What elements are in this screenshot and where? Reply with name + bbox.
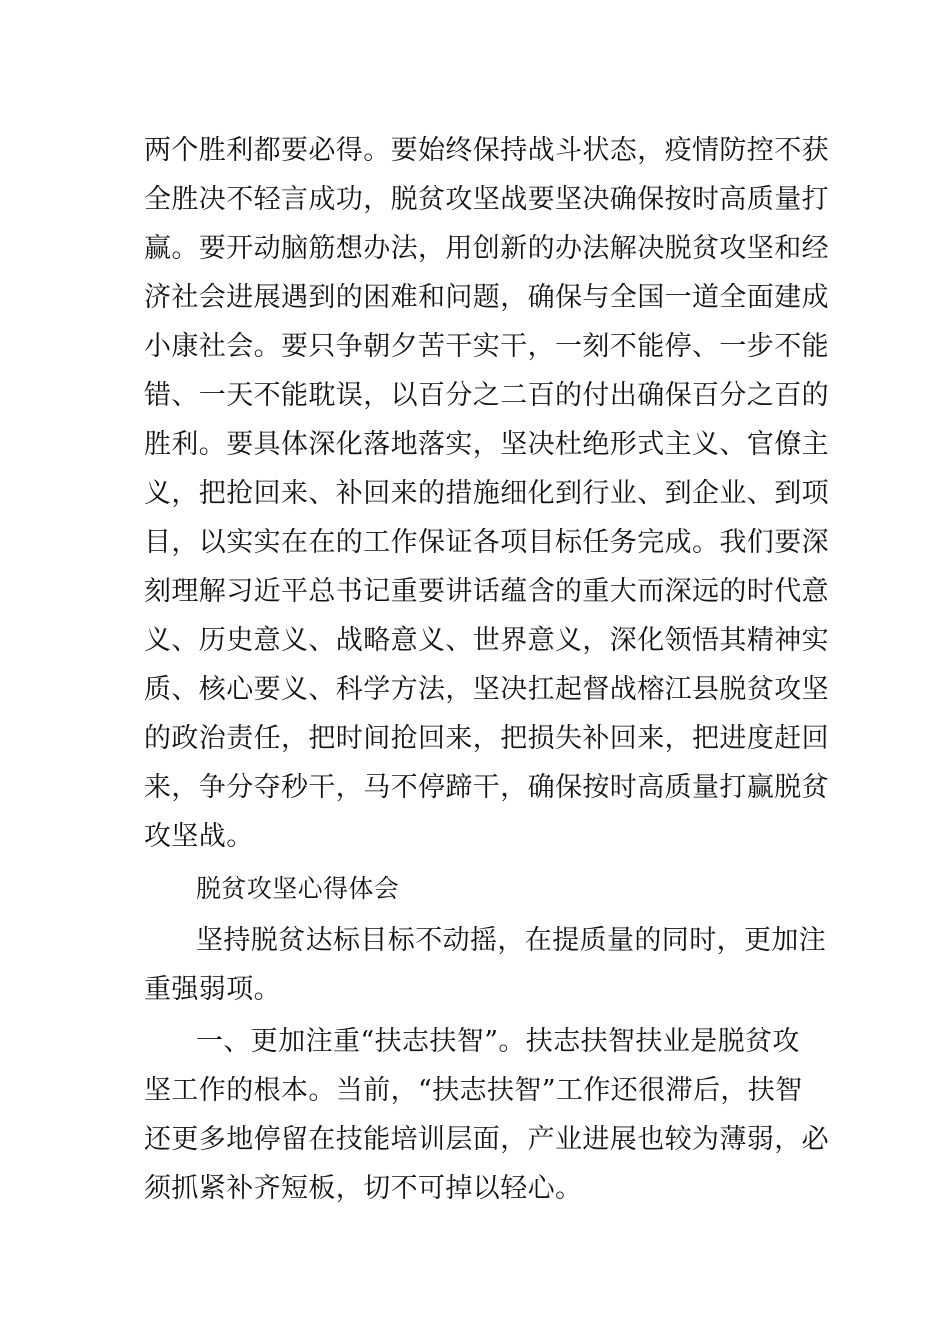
paragraph-line: 还更多地停留在技能培训层面，产业进展也较为薄弱，必 bbox=[144, 1124, 829, 1155]
paragraph-line: 义、历史意义、战略意义、世界意义，深化领悟其精神实 bbox=[144, 625, 829, 656]
paragraph-line: 攻坚战。 bbox=[144, 821, 254, 852]
paragraph-line: 重强弱项。 bbox=[144, 974, 281, 1005]
paragraph-line: 小康社会。要只争朝夕苦干实干，一刻不能停、一步不能 bbox=[144, 331, 829, 362]
paragraph-line: 刻理解习近平总书记重要讲话蕴含的重大而深远的时代意 bbox=[144, 576, 829, 607]
paragraph-line: 质、核心要义、科学方法，坚决扛起督战榕江县脱贫攻坚 bbox=[144, 674, 829, 705]
document-body bbox=[144, 126, 829, 1213]
paragraph-line: 坚持脱贫达标目标不动摇，在提质量的同时，更加注 bbox=[196, 925, 827, 956]
paragraph-line: 的政治责任，把时间抢回来，把损失补回来，把进度赶回 bbox=[144, 723, 829, 754]
paragraph-line: 赢。要开动脑筋想办法，用创新的办法解决脱贫攻坚和经 bbox=[144, 233, 829, 264]
paragraph-line: 坚工作的根本。当前，“扶志扶智”工作还很滞后，扶智 bbox=[144, 1075, 803, 1106]
paragraph-line: 两个胜利都要必得。要始终保持战斗状态，疫情防控不获 bbox=[144, 135, 829, 166]
paragraph-line: 义，把抢回来、补回来的措施细化到行业、到企业、到项 bbox=[144, 478, 829, 509]
paragraph-line: 全胜决不轻言成功，脱贫攻坚战要坚决确保按时高质量打 bbox=[144, 184, 829, 215]
section-heading: 脱贫攻坚心得体会 bbox=[196, 874, 400, 903]
paragraph-line: 一、更加注重“扶志扶智”。扶志扶智扶业是脱贫攻 bbox=[196, 1026, 800, 1057]
paragraph-line: 来，争分夺秒干，马不停蹄干，确保按时高质量打赢脱贫 bbox=[144, 772, 829, 803]
paragraph-line: 错、一天不能耽误，以百分之二百的付出确保百分之百的 bbox=[144, 380, 829, 411]
paragraph-line: 济社会进展遇到的困难和问题，确保与全国一道全面建成 bbox=[144, 282, 829, 313]
paragraph-line: 目，以实实在在的工作保证各项目标任务完成。我们要深 bbox=[144, 527, 829, 558]
paragraph-line: 须抓紧补齐短板，切不可掉以轻心。 bbox=[144, 1173, 583, 1204]
paragraph-line: 胜利。要具体深化落地落实，坚决杜绝形式主义、官僚主 bbox=[144, 429, 829, 460]
